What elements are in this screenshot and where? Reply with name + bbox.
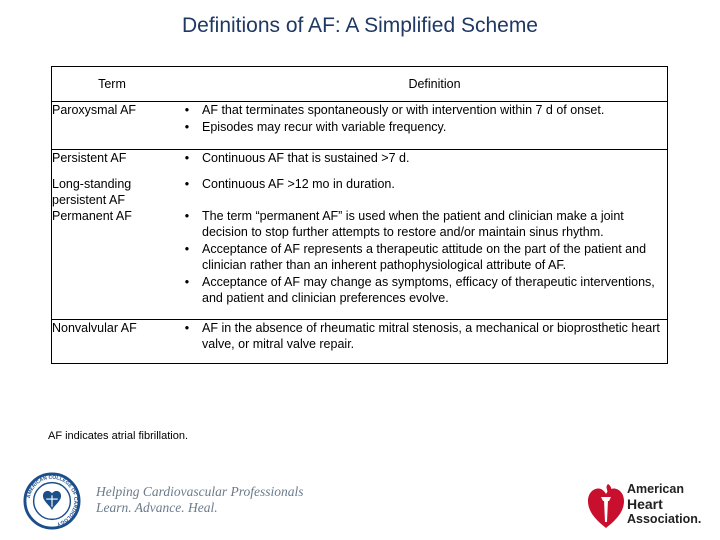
definition-item: Episodes may recur with variable frequency. (202, 119, 447, 134)
term-cell: Persistent AF (52, 150, 173, 176)
bullet-icon: • (184, 320, 190, 335)
definition-item: The term “permanent AF” is used when the patient and clinician make a joint decision to stop further attempts to restore and/or maintain sinus rhythm. (202, 208, 624, 239)
bullet-cell (172, 150, 202, 176)
definition-cell (202, 150, 668, 176)
definition-cell (202, 102, 668, 150)
aha-line-2: Heart (627, 496, 663, 512)
acc-seal-text: AMERICAN COLLEGE OF CARDIOLOGY (25, 474, 79, 527)
aha-heart-torch-logo (586, 478, 626, 532)
bullet-cell (172, 176, 202, 208)
definition-item: Acceptance of AF may change as symptoms, efficacy of therapeutic interventions, and patient and clinician preferences evolve. (202, 274, 655, 305)
aha-line-1: American (627, 482, 684, 496)
definition-item: AF in the absence of rheumatic mitral stenosis, a mechanical or bioprosthetic heart valve, or mitral valve repair. (202, 320, 660, 351)
aha-wordmark (627, 482, 701, 527)
table-row (52, 319, 668, 363)
term-cell: Long-standing persistent AF (52, 176, 173, 208)
definition-item: Continuous AF >12 mo in duration. (202, 176, 395, 191)
table-body (52, 102, 668, 364)
definitions-table (51, 66, 668, 364)
term-cell: Nonvalvular AF (52, 319, 173, 363)
bullet-icon: • (184, 176, 190, 191)
bullet-icon: • (184, 151, 190, 165)
header-definition: Definition (202, 67, 668, 102)
footnote: AF indicates atrial fibrillation. (48, 430, 189, 442)
definition-cell (202, 176, 668, 208)
bullet-cell (172, 102, 202, 150)
term-cell: Paroxysmal AF (52, 102, 173, 150)
bullet-icon: • (184, 103, 190, 117)
table-row (52, 176, 668, 208)
definition-cell (202, 319, 668, 363)
table-row (52, 150, 668, 176)
slide-title: Definitions of AF: A Simplified Scheme (181, 14, 538, 37)
bullet-cell (172, 319, 202, 363)
definition-cell (202, 208, 668, 320)
header-term: Term (52, 67, 173, 102)
tagline-line-2: Learn. Advance. Heal. (96, 500, 218, 515)
bullet-icon: • (184, 274, 190, 289)
bullet-icon: • (184, 119, 190, 134)
table-header-row (52, 67, 668, 102)
bullet-cell (172, 208, 202, 320)
table-row (52, 102, 668, 150)
aha-line-3: Association. (627, 512, 702, 526)
table-row (52, 208, 668, 320)
tagline (96, 484, 304, 516)
tagline-line-1: Helping Cardiovascular Professionals (96, 484, 304, 499)
acc-seal-logo (23, 472, 81, 530)
term-cell: Permanent AF (52, 208, 173, 320)
definition-item: AF that terminates spontaneously or with intervention within 7 d of onset. (202, 103, 605, 117)
definition-item: Acceptance of AF represents a therapeutic attitude on the part of the patient and clinician rather than an inherent pathophysiological attribute of AF. (202, 241, 647, 272)
definition-item: Continuous AF that is sustained >7 d. (202, 151, 410, 165)
bullet-icon: • (184, 241, 190, 256)
bullet-icon: • (184, 208, 190, 223)
